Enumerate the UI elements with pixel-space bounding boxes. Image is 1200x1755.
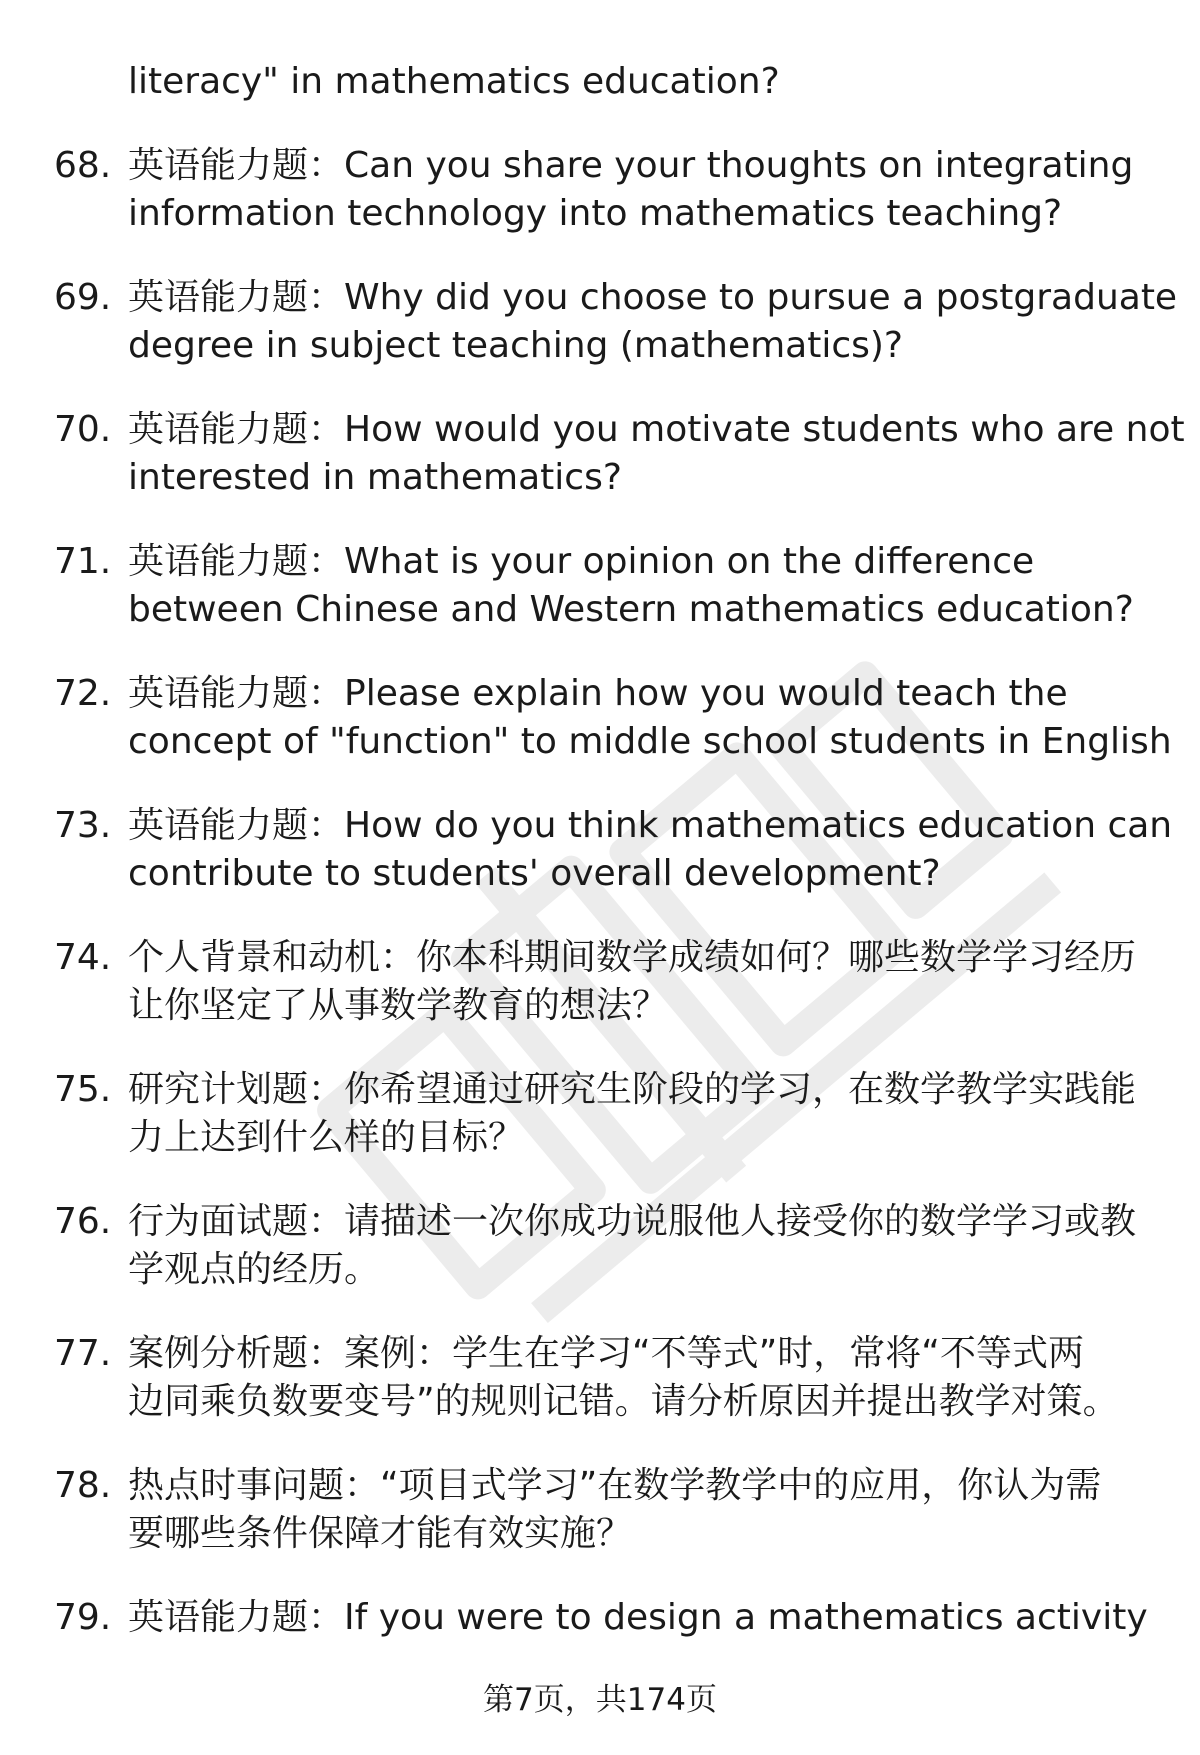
question-line: contribute to students' overall development? (128, 853, 941, 894)
question-line: degree in subject teaching (mathematics)? (128, 325, 904, 366)
question-text (128, 142, 1168, 238)
question-line: 力上达到什么样的目标？ (128, 1117, 525, 1158)
question-item (0, 538, 1200, 634)
question-line: 学观点的经历。 (128, 1249, 381, 1290)
page-number: 第7页，共174页 (483, 1682, 717, 1718)
question-line: 行为面试题：请描述一次你成功说服他人接受你的数学学习或教 (128, 1201, 1137, 1242)
question-text (128, 538, 1168, 634)
question-text (128, 406, 1185, 502)
question-item (0, 274, 1200, 370)
question-text (128, 670, 1172, 766)
question-item (0, 1594, 1200, 1642)
question-line: 热点时事问题：“项目式学习”在数学教学中的应用，你认为需 (128, 1465, 1102, 1506)
question-number: 71. (54, 541, 112, 582)
question-line: 英语能力题：Why did you choose to pursue a postgraduate (128, 277, 1178, 318)
question-item (0, 1066, 1200, 1162)
question-line: 英语能力题：How do you think mathematics education can (128, 805, 1173, 846)
question-line: 研究计划题：你希望通过研究生阶段的学习，在数学教学实践能 (128, 1069, 1137, 1110)
question-line: between Chinese and Western mathematics education? (128, 589, 1134, 630)
question-item (0, 1462, 1200, 1558)
question-number: 69. (54, 277, 112, 318)
question-line: 个人背景和动机：你本科期间数学成绩如何？哪些数学学习经历 (128, 937, 1137, 978)
question-number: 72. (54, 673, 112, 714)
question-number: 70. (54, 409, 112, 450)
question-text (128, 1066, 1168, 1162)
question-number: 75. (54, 1069, 112, 1110)
question-line: 英语能力题：Please explain how you would teach the (128, 673, 1068, 714)
question-line: 英语能力题：How would you motivate students who are not (128, 409, 1185, 450)
question-item (0, 142, 1200, 238)
question-line: 英语能力题：Can you share your thoughts on integrating (128, 145, 1134, 186)
continuation-text: literacy" in mathematics education? (128, 61, 780, 102)
question-number: 79. (54, 1597, 112, 1638)
question-item (0, 406, 1200, 502)
question-number: 74. (54, 937, 112, 978)
question-item (0, 934, 1200, 1030)
question-item (0, 802, 1200, 898)
question-text (128, 934, 1168, 1030)
question-text (128, 274, 1178, 370)
question-item (0, 670, 1200, 766)
question-line: 要哪些条件保障才能有效实施？ (128, 1513, 633, 1554)
question-line: 案例分析题：案例：学生在学习“不等式”时，常将“不等式两 (128, 1333, 1084, 1374)
question-list (0, 58, 1200, 1642)
question-item (0, 1330, 1200, 1426)
question-text (128, 1330, 1168, 1426)
question-number: 73. (54, 805, 112, 846)
question-number: 77. (54, 1333, 112, 1374)
question-number: 76. (54, 1201, 112, 1242)
question-text (128, 1594, 1168, 1642)
question-number: 78. (54, 1465, 112, 1506)
question-line: 边同乘负数要变号”的规则记错。请分析原因并提出教学对策。 (128, 1381, 1119, 1422)
question-line: 让你坚定了从事数学教育的想法？ (128, 985, 669, 1026)
question-text (128, 802, 1173, 898)
question-line: information technology into mathematics teaching? (128, 193, 1063, 234)
question-line: concept of "function" to middle school students in English (128, 721, 1172, 762)
question-line: 英语能力题：If you were to design a mathematics activity (128, 1597, 1148, 1638)
question-text (128, 1462, 1168, 1558)
question-item (0, 1198, 1200, 1294)
question-number: 68. (54, 145, 112, 186)
question-text (128, 1198, 1168, 1294)
question-line: 英语能力题：What is your opinion on the difference (128, 541, 1035, 582)
question-line: interested in mathematics? (128, 457, 622, 498)
